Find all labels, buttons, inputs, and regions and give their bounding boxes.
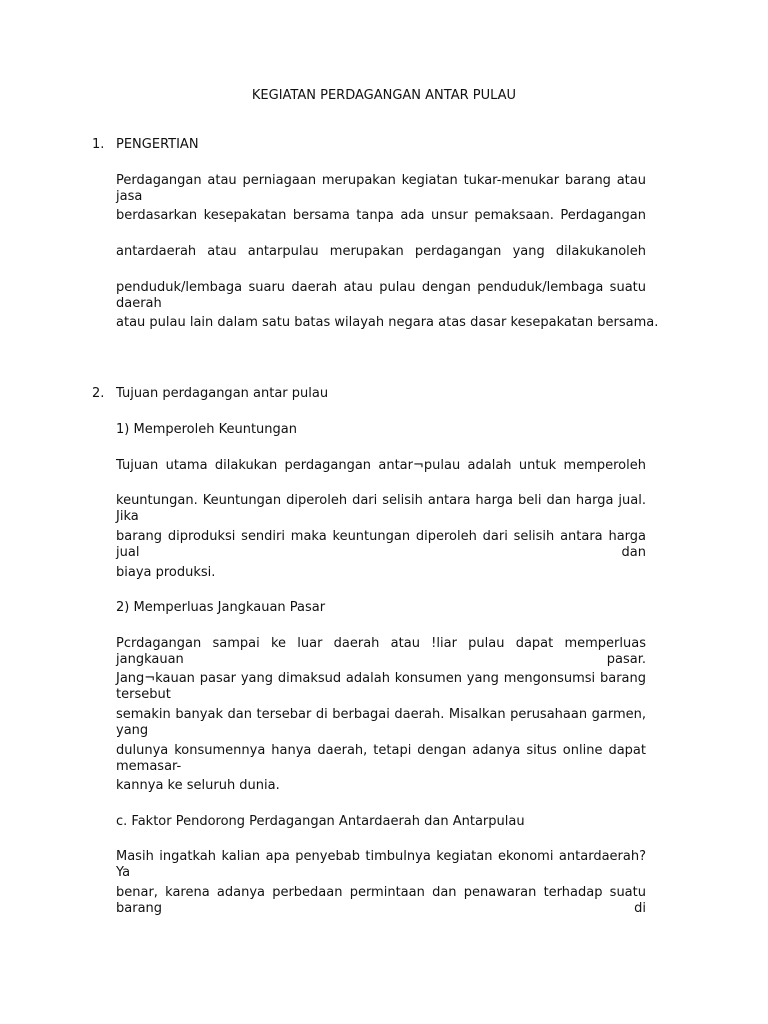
subsection-1-line: Tujuan utama dilakukan perdagangan antar¬pulau adalah untuk memperoleh <box>116 458 646 473</box>
subsection-3-line: benar, karena adanya perbedaan permintaan dan penawaran terhadap suatu barang di <box>116 885 646 916</box>
subsection-3-heading: c. Faktor Pendorong Perdagangan Antardaerah dan Antarpulau <box>116 814 525 829</box>
section-2-heading: Tujuan perdagangan antar pulau <box>116 386 329 401</box>
subsection-1-line: barang diproduksi sendiri maka keuntungan diperoleh dari selisih antara harga jual dan <box>116 529 646 560</box>
section-2-number: 2. <box>92 386 105 401</box>
section-1-heading: PENGERTIAN <box>116 137 199 152</box>
section-1-line: penduduk/lembaga suaru daerah atau pulau dengan penduduk/lembaga suatu daerah <box>116 280 646 311</box>
subsection-2-line: Pcrdagangan sampai ke luar daerah atau !liar pulau dapat memperluas jangkauan pasar. <box>116 636 646 667</box>
subsection-1-line: keuntungan. Keuntungan diperoleh dari selisih antara harga beli dan harga jual. Jika <box>116 493 646 524</box>
section-1-line: berdasarkan kesepakatan bersama tanpa ada unsur pemaksaan. Perdagangan <box>116 208 646 223</box>
section-1-line: atau pulau lain dalam satu batas wilayah negara atas dasar kesepakatan bersama. <box>116 315 659 330</box>
subsection-2-heading: 2) Memperluas Jangkauan Pasar <box>116 600 326 615</box>
subsection-2-line: dulunya konsumennya hanya daerah, tetapi dengan adanya situs online dapat memasar- <box>116 743 646 774</box>
subsection-1-heading: 1) Memperoleh Keuntungan <box>116 422 297 437</box>
section-1-number: 1. <box>92 137 105 152</box>
subsection-2-line: semakin banyak dan tersebar di berbagai daerah. Misalkan perusahaan garmen, yang <box>116 707 646 738</box>
subsection-2-line: kannya ke seluruh dunia. <box>116 778 280 793</box>
subsection-3-line: Masih ingatkah kalian apa penyebab timbulnya kegiatan ekonomi antardaerah? Ya <box>116 849 646 880</box>
section-1-line: Perdagangan atau perniagaan merupakan kegiatan tukar-menukar barang atau jasa <box>116 173 646 204</box>
section-1-line: antardaerah atau antarpulau merupakan perdagangan yang dilakukanoleh <box>116 244 646 259</box>
subsection-1-line: biaya produksi. <box>116 565 216 580</box>
subsection-2-line: Jang¬kauan pasar yang dimaksud adalah konsumen yang mengonsumsi barang tersebut <box>116 671 646 702</box>
document-title: KEGIATAN PERDAGANGAN ANTAR PULAU <box>251 88 517 103</box>
